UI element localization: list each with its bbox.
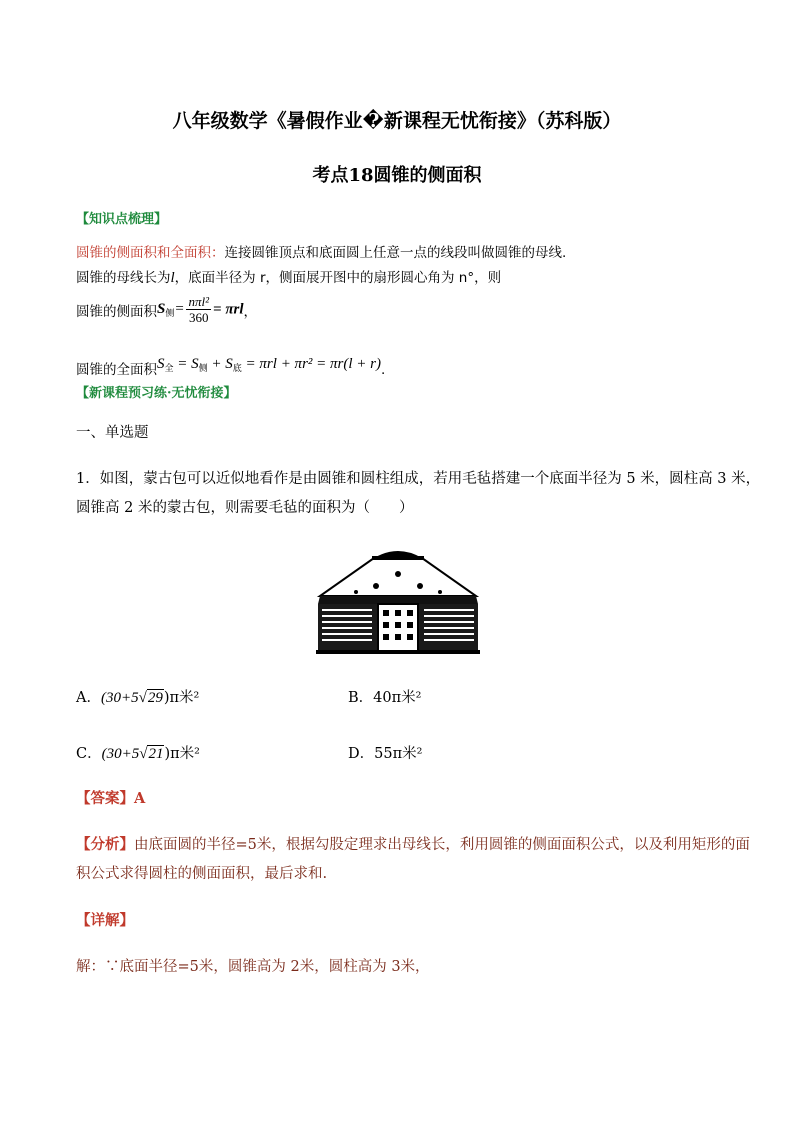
option-a-post: )π米² bbox=[163, 690, 200, 706]
total-subscript-3: 底 bbox=[232, 363, 242, 373]
variable-l: l bbox=[170, 270, 175, 286]
knowledge-term: 圆锥的侧面积和全面积 bbox=[76, 245, 211, 261]
answer-value: A bbox=[134, 790, 146, 807]
variables-text-a: 圆锥的母线长为 bbox=[76, 270, 171, 286]
option-d-value: 55π米² bbox=[374, 746, 423, 762]
option-b-value: 40π米² bbox=[373, 690, 422, 706]
knowledge-variables-line bbox=[76, 266, 501, 287]
total-area-S: S bbox=[157, 356, 165, 372]
knowledge-term-colon: ： bbox=[211, 245, 225, 261]
lateral-area-S: S bbox=[157, 301, 166, 317]
option-c[interactable]: C．(30+5√21)π米² bbox=[76, 746, 200, 762]
option-b[interactable] bbox=[348, 686, 421, 707]
total-area-end: . bbox=[381, 362, 386, 378]
total-eq: = S bbox=[173, 356, 199, 372]
document-title: 八年级数学《暑假作业�新课程无忧衔接》（苏科版） bbox=[172, 110, 622, 132]
lateral-area-formula-line: 圆锥的侧面积$S_侧=$ $\frac{\text{nπl²}}{360}$ = πrl， bbox=[76, 294, 258, 325]
knowledge-definition: 连接圆锥顶点和底面圆上任意一点的线段叫做圆锥的母线. bbox=[224, 245, 567, 261]
option-a-pre: (30+5 bbox=[100, 690, 139, 706]
analysis-line-2: 积公式求得圆柱的侧面面积，最后求和. bbox=[76, 866, 328, 882]
option-d[interactable] bbox=[348, 742, 422, 763]
variables-text-b: ，底面半径为 r，侧面展开图中的扇形圆心角为 n°，则 bbox=[174, 270, 502, 286]
knowledge-heading: 【知识点梳理】 bbox=[76, 212, 168, 227]
option-a-label: A． bbox=[76, 690, 101, 706]
document-subtitle: 考点18圆锥的侧面积 bbox=[312, 165, 482, 186]
option-c-pre: (30+5 bbox=[101, 746, 140, 762]
option-c-root: 21 bbox=[148, 746, 164, 762]
total-area-formula-line bbox=[76, 358, 385, 380]
preview-heading: 【新课程预习练·无忧衔接】 bbox=[76, 386, 237, 401]
detail-line-1: 解：∵底面半径=5米，圆锥高为 2米，圆柱高为 3米， bbox=[76, 959, 430, 975]
question-line-1: 1．如图，蒙古包可以近似地看作是由圆锥和圆柱组成，若用毛毡搭建一个底面半径为 5 米，圆柱高 3 米， bbox=[76, 471, 761, 487]
option-c-post: )π米² bbox=[164, 746, 200, 762]
lateral-area-result: = πrl bbox=[213, 301, 244, 318]
analysis-text-1: 由底面圆的半径=5米，根据勾股定理求出母线长，利用圆锥的侧面面积公式，以及利用矩形的面 bbox=[134, 837, 750, 853]
analysis-label: 【分析】 bbox=[76, 836, 134, 853]
option-d-label: D． bbox=[348, 746, 375, 762]
analysis-line-1 bbox=[76, 832, 750, 858]
detail-label: 【详解】 bbox=[76, 912, 134, 929]
fraction-numerator: nπl² bbox=[188, 294, 210, 309]
total-subscript-2: 侧 bbox=[198, 363, 208, 373]
total-area-result: = πrl + πr² = πr(l + r) bbox=[241, 356, 382, 372]
option-c-label: C． bbox=[76, 746, 102, 762]
option-a-root: 29 bbox=[147, 690, 163, 706]
answer-line bbox=[76, 786, 145, 812]
lateral-area-subscript: 侧 bbox=[165, 308, 175, 318]
fraction-denominator: 360 bbox=[189, 310, 209, 325]
knowledge-definition-line bbox=[76, 241, 566, 261]
lateral-area-fraction bbox=[186, 294, 211, 326]
answer-label: 【答案】 bbox=[76, 790, 134, 807]
section-heading: 一、单选题 bbox=[76, 425, 149, 441]
total-subscript-1: 全 bbox=[164, 363, 174, 373]
option-b-label: B． bbox=[348, 690, 374, 706]
question-line-2: 圆锥高 2 米的蒙古包，则需要毛毡的面积为（ ） bbox=[76, 500, 414, 516]
total-area-label: 圆锥的全面积 bbox=[76, 362, 157, 378]
option-a[interactable]: A．(30+5√29)π米² bbox=[76, 690, 200, 706]
yurt-icon bbox=[316, 544, 480, 656]
lateral-area-label: 圆锥的侧面积 bbox=[76, 304, 157, 320]
total-plus: + S bbox=[207, 356, 233, 372]
lateral-area-end: ， bbox=[243, 304, 258, 320]
